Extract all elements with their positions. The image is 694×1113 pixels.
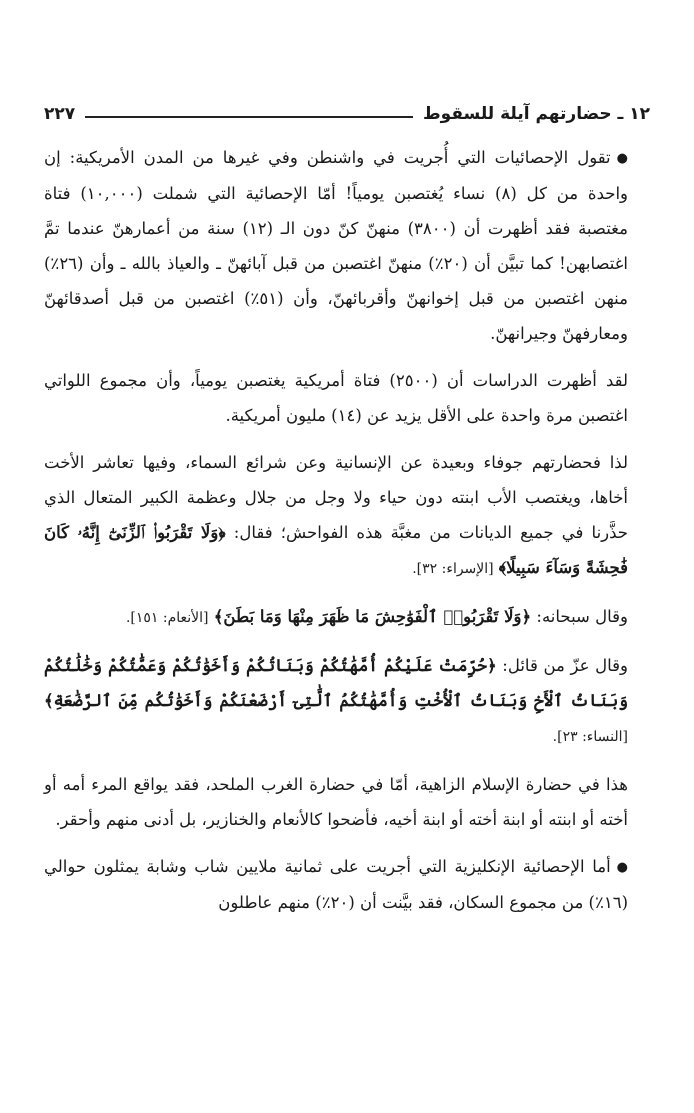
paragraph-4-lead: وقال سبحانه:: [536, 607, 628, 626]
paragraph-7-text: أما الإحصائية الإنكليزية التي أجريت على ثمانية ملايين شاب وشابة يمثلون حوالي (١٦٪) من مجموع السكان، فقد بيَّنت أن (٢٠٪) منهم عاطلون: [44, 857, 628, 912]
page-body: [44, 140, 650, 932]
paragraph-3-text: لذا فحضارتهم جوفاء وبعيدة عن الإنسانية وعن شرائع السماء، وفيها تعاشر الأخت أخاها، ويغتصب الأب ابنته دون حياء ولا وجل من جلال وعظمة الكبير المتعال الذي حذَّرنا في جميع الديانات من مغبَّة هذه الفواحش؛ فقال:: [44, 453, 628, 542]
paragraph-2-text: لقد أظهرت الدراسات أن (٢٥٠٠) فتاة أمريكية يغتصبن يومياً، وأن مجموع اللواتي اغتصبن مرة واحدة على الأقل يزيد عن (١٤) مليون أمريكية.: [44, 371, 628, 425]
paragraph-4: [44, 599, 650, 636]
chapter-title: ١٢ ـ حضارتهم آيلة للسقوط: [423, 104, 650, 124]
quran-verse-isra: ﴿وَلَا تَقْرَبُوا۟ ٱلزِّنَىٰٓ إِنَّهُۥ كَانَ فَٰحِشَةً وَسَآءَ سَبِيلًا﴾: [44, 523, 628, 577]
citation-anam: [الأنعام: ١٥١].: [125, 610, 209, 626]
paragraph-5-lead: وقال عزّ من قائل:: [502, 656, 628, 675]
running-header: [44, 88, 650, 124]
paragraph-1: [44, 140, 650, 351]
paragraph-2: [44, 363, 650, 433]
citation-isra: [الإسراء: ٣٢].: [412, 561, 494, 577]
quran-verse-nisa: ﴿حُرِّمَتْ عَلَيْكُمْ أُمَّهَٰتُكُمْ وَبَنَاتُكُمْ وَأَخَوَٰتُكُمْ وَعَمَّٰتُكُمْ وَخَٰلَٰتُكُمْ وَبَنَاتُ ٱلْأَخِ وَبَنَاتُ ٱلْأُخْتِ وَأُمَّهَٰتُكُمُ ٱلَّٰتِىٓ أَرْضَعْنَكُمْ وَأَخَوَٰتُكُم مِّنَ ٱلرَّضَٰعَةِ﴾: [44, 656, 628, 710]
paragraph-5: [44, 648, 650, 755]
paragraph-3: [44, 445, 650, 587]
paragraph-1-text: تقول الإحصائيات التي أُجريت في واشنطن وفي غيرها من المدن الأمريكية: إن واحدة من كل (٨) نساء يُغتصبن يومياً! أمّا الإحصائية التي شملت (١٠,٠٠٠) فتاة مغتصبة فقد أظهرت أن (٣٨٠٠) منهنّ كنّ دون الـ (١٢) سنة من أعمارهنّ عندما تمَّ اغتصابهن! كما تبيَّن أن (٢٠٪) منهنّ اغتصبن من قبل آبائهنّ ـ والعياذ بالله ـ وأن (٢٦٪) منهن اغتصبن من قبل إخوانهنّ وأقربائهنّ، وأن (٥١٪) اغتصبن من قبل أصدقائهنّ ومعارفهنّ وجيرانهنّ.: [44, 148, 628, 343]
citation-nisa: [النساء: ٢٣].: [552, 729, 628, 745]
page-number: ٢٢٧: [44, 104, 76, 124]
paragraph-7: [44, 849, 650, 920]
paragraph-6-text: هذا في حضارة الإسلام الزاهية، أمّا في حضارة الغرب الملحد، فقد يواقع المرء أمه أو أخته أو ابنته أو ابنة أخته أو ابنة أخيه، فأضحوا كالأنعام والخنازير، بل أدنى منهم وأحقر.: [44, 775, 628, 829]
bullet-icon: ●: [616, 860, 628, 875]
bullet-icon: ●: [616, 151, 628, 166]
header-rule: [85, 116, 413, 118]
paragraph-6: [44, 767, 650, 837]
quran-verse-anam: ﴿وَلَا تَقْرَبُوا۟ ٱلْفَوَٰحِشَ مَا ظَهَرَ مِنْهَا وَمَا بَطَنَ﴾: [213, 607, 532, 626]
